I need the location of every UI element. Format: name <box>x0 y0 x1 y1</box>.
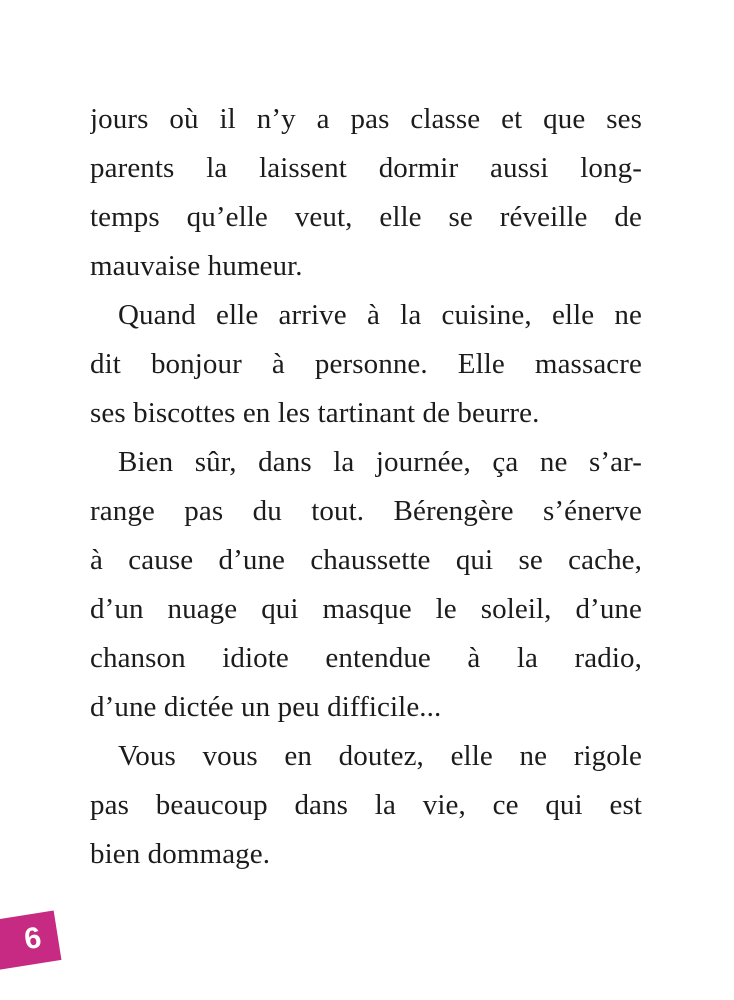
text-line: Bien sûr, dans la journée, ça ne s’ar- <box>118 446 642 478</box>
text-line: jours où il n’y a pas classe et que ses <box>90 103 642 135</box>
text-line: temps qu’elle veut, elle se réveille de <box>90 201 642 233</box>
text-line: chanson idiote entendue à la radio, <box>90 642 642 674</box>
text-line: Quand elle arrive à la cuisine, elle ne <box>118 299 642 331</box>
text-column <box>90 95 642 879</box>
text-line: mauvaise humeur. <box>90 250 303 282</box>
text-line: d’un nuage qui masque le soleil, d’une <box>90 593 642 625</box>
text-line: pas beaucoup dans la vie, ce qui est <box>90 789 642 821</box>
paragraph <box>90 95 642 291</box>
text-line: dit bonjour à personne. Elle massacre <box>90 348 642 380</box>
page-number: 6 <box>21 921 44 957</box>
text-line: bien dommage. <box>90 838 271 870</box>
text-line: Vous vous en doutez, elle ne rigole <box>118 740 642 772</box>
text-line: range pas du tout. Bérengère s’énerve <box>90 495 642 527</box>
text-line: d’une dictée un peu difficile... <box>90 691 442 723</box>
text-line: parents la laissent dormir aussi long- <box>90 152 642 184</box>
paragraph <box>90 438 642 732</box>
paragraph <box>90 732 642 879</box>
text-line: ses biscottes en les tartinant de beurre. <box>90 397 540 429</box>
text-line: à cause d’une chaussette qui se cache, <box>90 544 642 576</box>
page-number-badge <box>0 911 61 972</box>
paragraph <box>90 291 642 438</box>
